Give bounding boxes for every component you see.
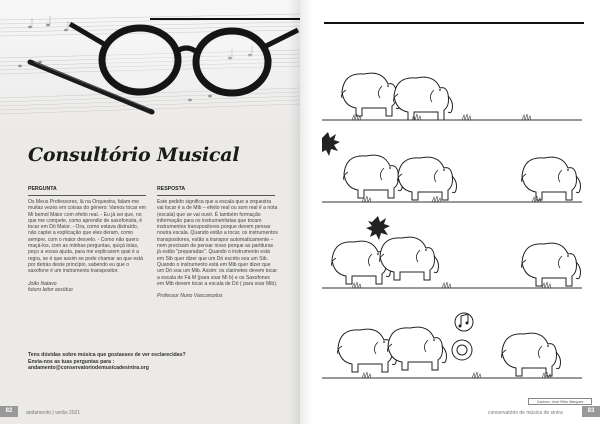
- folio-text-left: andamento | verão 2021: [26, 410, 81, 416]
- page-number-left: 82: [0, 406, 18, 417]
- contact-invite: Envia-nos as tuas perguntas para :: [28, 358, 115, 365]
- page-title: Consultório Musical: [28, 144, 240, 166]
- answer-label: RESPOSTA: [157, 186, 186, 192]
- page-number-right: 83: [582, 406, 600, 417]
- elephant-icon: [502, 333, 561, 376]
- contact-question: Tens dúvidas sobre música que gostasses de ver esclarecidas?: [28, 352, 186, 358]
- burst-icon: [366, 216, 390, 240]
- folio-text-right: conservatório de música de sintra: [488, 410, 563, 416]
- elephant-icon: [522, 157, 581, 200]
- elephant-cartoon: [322, 50, 590, 395]
- elephant-icon: [380, 237, 439, 280]
- contact-note: [28, 352, 228, 372]
- cartoon-panel-4: [322, 313, 582, 378]
- question-rule: [28, 195, 146, 196]
- contact-email[interactable]: andamento@conservatoriodemusicadesintra.org: [28, 365, 149, 372]
- question-signature: João Natavo: [28, 280, 57, 287]
- cartoon-credit: Cartoon: José Pinto Marques: [528, 398, 592, 405]
- right-page: [300, 0, 600, 424]
- glasses-icon: [70, 24, 298, 93]
- elephant-icon: [398, 157, 457, 200]
- top-rule: [150, 18, 300, 20]
- elephant-icon: [344, 155, 403, 198]
- answer-rule: [157, 195, 275, 196]
- elephant-icon: [394, 77, 453, 120]
- elephant-icon: [388, 327, 447, 370]
- answer-paragraph: Este pedido significa que a escala que a orquestra vai tocar é a de Mib – efeito real ou som real é a nota (escala) que se vai ouvir. É também formação informação para os instrumentistas que tocam instrumentos transpositores porque devem pensar noutra escala. Quando estão a tocar, os instrumentos transpositores, estão a transpor automaticamente – nem precisam de pensar nisso porque as partituras já estão "preparadas". Quando o instrumento está em Sib quer dizer que um Dó escrito soa um Sib. Quando o instrumento está em Mib quer dizer que um Dó soa um Mib. Assim: os clarinetes devem tocar a escala de Fá M (para soar Mi b) e os Saxofones em Mib devem tocar a escala de Dó ( para soar Mib).: [157, 199, 278, 287]
- question-label: PERGUNTA: [28, 186, 57, 192]
- saxophone-icon: [452, 340, 472, 360]
- answer-text: [157, 199, 278, 299]
- music-note-icon: [455, 313, 473, 331]
- question-signature-role: futuro leitor assíduo: [28, 286, 73, 293]
- cartoon-panel-3: [322, 216, 582, 288]
- question-paragraph: Os Meus Professores, lá na Orquestra, falam-me muitas vezes em coisas do género: Vamos tocar em Mi bemol Maior com efeito real. - Eu já sei que, no que me compete, como aprendiz de saxofonista, é tocar em Dó Maior. - Ora, como estava distraído, não captei a explicação que eles deram, como sempre, com o maior desvelo. - Como não quero maçá-los, com as minhas perguntas, quiçá tolas, peço a vossa ajuda, para me explicarem qual é a regra, se é que assim se pode chamar ao que está por detrás deste princípio, sabendo eu que o saxofone é um instrumento transpositor.: [28, 199, 146, 275]
- cartoon-panel-2: [322, 132, 582, 202]
- answer-signature: Professor Nuno Vasconcelos: [157, 293, 223, 300]
- cartoon-panel-1: [322, 73, 582, 120]
- elephant-icon: [342, 73, 401, 116]
- elephant-icon: [522, 243, 581, 286]
- burst-icon: [322, 132, 340, 156]
- question-text: [28, 199, 148, 293]
- top-rule: [324, 22, 584, 24]
